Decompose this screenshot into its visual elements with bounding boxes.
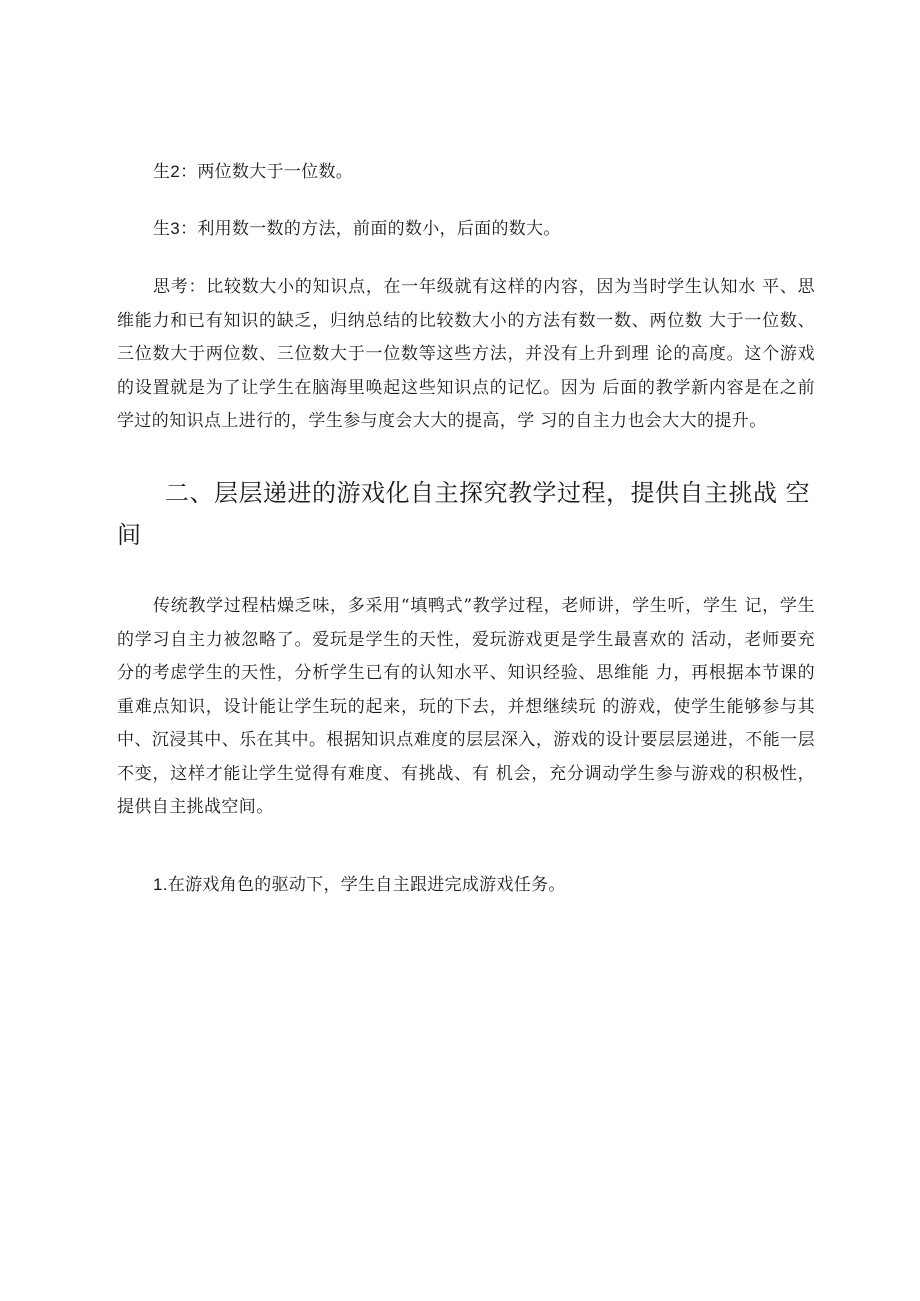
body-paragraph: 传统教学过程枯燥乏味，多采用“填鸭式”教学过程，老师讲，学生听，学生 记，学生的学习自主力被忽略了。爱玩是学生的天性，爱玩游戏更是学生最喜欢的 活动，老师要充分的考虑学生的天性，分析学生已有的认知水平、知识经验、思维能 力，再根据本节课的重难点知识，设计能让学生玩的起来，玩的下去，并想继续玩 的游戏，使学生能够参与其中、沉浸其中、乐在其中。根据知识点难度的层层深入，游戏的设计要层层递进，不能一层不变，这样才能让学生觉得有难度、有挑战、有 机会，充分调动学生参与游戏的积极性，提供自主挑战空间。 bbox=[117, 596, 815, 817]
student-2-label: 生2 bbox=[153, 162, 181, 181]
student-2-text: ：两位数大于一位数。 bbox=[180, 162, 354, 182]
reflection-paragraph: 思考：比较数大小的知识点，在一年级就有这样的内容，因为当时学生认知水 平、思维能力和已有知识的缺乏，归纳总结的比较数大小的方法有数一数、两位数 大于一位数、三位数大于两位数、三位数大于一位数等这些方法，并没有上升到理 论的高度。这个游戏的设置就是为了让学生在脑海里唤起这些知识点的记忆。因为 后面的教学新内容是在之前学过的知识点上进行的，学生参与度会大大的提高，学 习的自主力也会大大的提升。 bbox=[117, 277, 815, 431]
student-3-label: 生3 bbox=[153, 219, 181, 238]
subpoint-text: 在游戏角色的驱动下，学生自主跟进完成游戏任务。 bbox=[167, 875, 566, 895]
section-heading: 二、层层递进的游戏化自主探究教学过程，提供自主挑战 空间 bbox=[117, 479, 811, 549]
student-2-line bbox=[153, 162, 353, 182]
student-3-line bbox=[153, 219, 561, 239]
student-3-text: ：利用数一数的方法，前面的数小，后面的数大。 bbox=[180, 219, 561, 239]
subpoint-line bbox=[153, 875, 566, 895]
subpoint-number: 1. bbox=[153, 875, 168, 894]
